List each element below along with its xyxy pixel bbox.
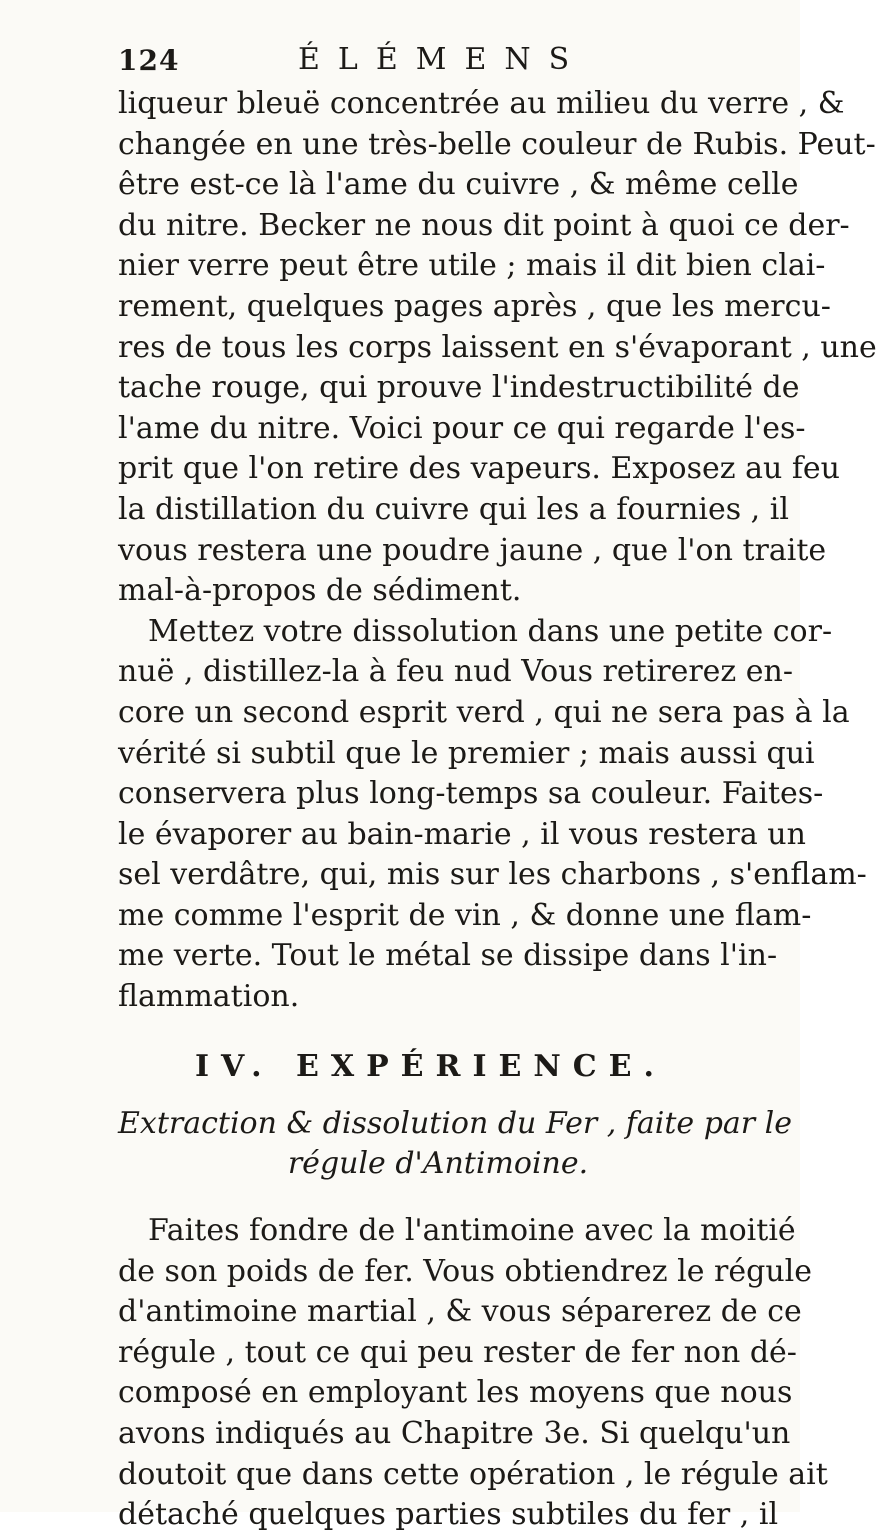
- subtitle-line: Extraction & dissolution du Fer , faite par le: [118, 1106, 793, 1141]
- section-heading: IV. EXPÉRIENCE.: [195, 1049, 666, 1084]
- text-line: Faites fondre de l'antimoine avec la moitié: [148, 1213, 796, 1248]
- text-line: détaché quelques parties subtiles du fer , il: [118, 1497, 779, 1533]
- body-text: [118, 84, 877, 1018]
- text-line: mal-à-propos de sédiment.: [118, 573, 522, 609]
- text-line: me verte. Tout le métal se dissipe dans l'in-: [118, 938, 778, 974]
- text-line: vous restera une poudre jaune , que l'on traite: [118, 532, 827, 568]
- running-title: ÉLÉMENS: [298, 42, 588, 77]
- text-line: nuë , distillez-la à feu nud Vous retirerez en-: [118, 654, 793, 690]
- text-line: composé en employant les moyens que nous: [118, 1375, 793, 1411]
- page-header: [118, 36, 638, 86]
- text-line: changée en une très-belle couleur de Rubis. Peut-: [118, 126, 876, 162]
- text-line: me comme l'esprit de vin , & donne une flam-: [118, 897, 812, 933]
- text-line: l'ame du nitre. Voici pour ce qui regarde l'es-: [118, 410, 806, 446]
- subtitle-line: régule d'Antimoine.: [287, 1146, 589, 1181]
- text-line: nier verre peut être utile ; mais il dit bien clai-: [118, 248, 826, 284]
- text-line: avons indiqués au Chapitre 3e. Si quelqu'un: [118, 1415, 791, 1451]
- text-line: de son poids de fer. Vous obtiendrez le régule: [118, 1253, 812, 1289]
- text-line: la distillation du cuivre qui les a fournies , il: [118, 491, 789, 527]
- text-line: core un second esprit verd , qui ne sera pas à la: [118, 694, 850, 730]
- text-line: res de tous les corps laissent en s'évaporant , une: [118, 329, 877, 365]
- text-line: liqueur bleuë concentrée au milieu du verre , &: [118, 86, 845, 121]
- text-line: conservera plus long-temps sa couleur. Faites-: [118, 776, 824, 812]
- text-line: du nitre. Becker ne nous dit point à quoi ce der-: [118, 207, 850, 243]
- text-line: être est-ce là l'ame du cuivre , & même celle: [118, 167, 799, 203]
- text-line: d'antimoine martial , & vous séparerez de ce: [118, 1294, 802, 1330]
- text-line: rement, quelques pages après , que les mercu-: [118, 288, 831, 324]
- page-number: 124: [118, 44, 180, 77]
- text-line: doutoit que dans cette opération , le régule ait: [118, 1456, 828, 1492]
- section-subtitle: [118, 1104, 793, 1184]
- text-line: tache rouge, qui prouve l'indestructibilité de: [118, 370, 800, 406]
- text-line: prit que l'on retire des vapeurs. Exposez au feu: [118, 451, 840, 487]
- text-line: le évaporer au bain-marie , il vous restera un: [118, 816, 806, 852]
- text-line: régule , tout ce qui peu rester de fer non dé-: [118, 1334, 797, 1370]
- body-text-continued: [118, 1211, 828, 1536]
- text-line: vérité si subtil que le premier ; mais aussi qui: [118, 735, 815, 771]
- text-line: flammation.: [118, 979, 300, 1015]
- text-line: Mettez votre dissolution dans une petite cor-: [148, 613, 833, 649]
- text-line: sel verdâtre, qui, mis sur les charbons , s'enflam-: [118, 857, 867, 893]
